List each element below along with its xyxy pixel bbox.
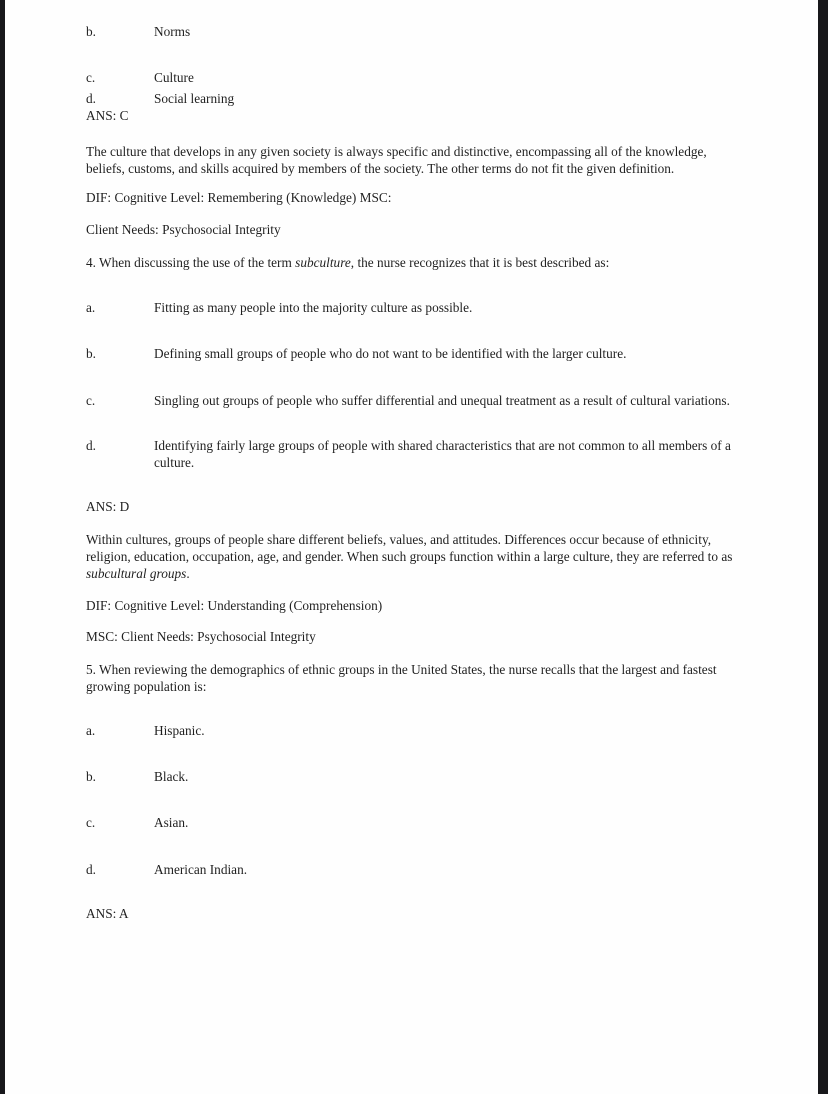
option-row [86,23,744,40]
option-letter: a. [86,723,96,738]
option-letter: c. [86,815,96,830]
option-row [86,768,744,785]
question-4-stem-post: , the nurse recognizes that it is best described as: [350,255,610,270]
option-text: Black. [154,769,189,784]
rationale-post: . [186,566,190,581]
option-text: Asian. [154,815,189,830]
scan-dark-edge-right [818,0,828,1094]
option-letter: c. [86,393,96,408]
option-row [86,345,744,362]
question-4-stem-italic-term: subculture [295,255,351,270]
client-needs-line: Client Needs: Psychosocial Integrity [86,222,281,237]
option-row [86,722,744,739]
option-row [86,392,744,409]
option-row [86,814,744,831]
answer-line: ANS: C [86,108,129,123]
question-4-stem [86,254,744,271]
dif-line: DIF: Cognitive Level: Understanding (Comprehension) [86,598,383,613]
rationale-paragraph: The culture that develops in any given society is always specific and distinctive, encompassing all of the knowledge, beliefs, customs, and skills acquired by members of the society. The other terms do not fit the given definition. [86,144,707,176]
rationale-pre: Within cultures, groups of people share different beliefs, values, and attitudes. Differences occur because of ethnicity, religion, education, occupation, age, and gender. When such groups function within a large culture, they are referred to as [86,532,733,564]
option-row [86,437,744,471]
option-text: Hispanic. [154,723,205,738]
option-row [86,861,744,878]
option-row [86,299,744,316]
option-letter: a. [86,300,96,315]
answer-line: ANS: D [86,499,130,514]
option-text: American Indian. [154,862,248,877]
option-letter: d. [86,91,96,106]
option-letter: b. [86,346,96,361]
option-letter: d. [86,438,96,453]
option-letter: b. [86,769,96,784]
option-text: Social learning [154,91,235,106]
dif-line: DIF: Cognitive Level: Remembering (Knowledge) MSC: [86,190,392,205]
question-5-stem: 5. When reviewing the demographics of ethnic groups in the United States, the nurse recalls that the largest and fastest growing population is: [86,662,717,694]
question-4-stem-pre: 4. When discussing the use of the term [86,255,296,270]
answer-line: ANS: A [86,906,129,921]
option-text: Defining small groups of people who do not want to be identified with the larger culture. [154,346,627,361]
option-letter: b. [86,24,96,39]
test-bank-document-page [86,0,744,922]
scan-dark-edge-left [0,0,5,1094]
option-row [86,90,744,107]
option-text: Fitting as many people into the majority culture as possible. [154,300,473,315]
option-text: Norms [154,24,191,39]
option-text: Singling out groups of people who suffer differential and unequal treatment as a result of cultural variations. [154,393,730,408]
msc-line: MSC: Client Needs: Psychosocial Integrity [86,629,316,644]
option-text: Culture [154,70,194,85]
option-text: Identifying fairly large groups of people with shared characteristics that are not common to all members of a culture. [154,438,731,470]
option-row [86,69,744,86]
rationale-italic-term: subcultural groups [86,566,187,581]
option-letter: c. [86,70,96,85]
option-letter: d. [86,862,96,877]
rationale-paragraph [86,531,744,582]
